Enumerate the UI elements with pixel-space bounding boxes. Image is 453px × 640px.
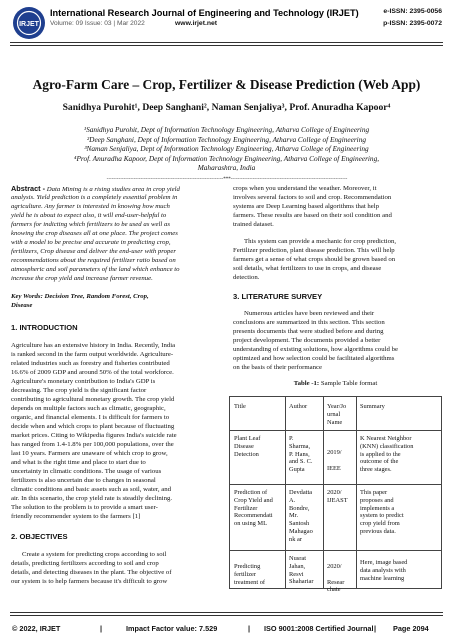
table-cell: proposes and [360,496,394,504]
body-text-line: understanding of existing solutions, how algorithms could be [233,346,398,353]
keywords-text: Decision Tree, Random Forest, Crop, [44,293,149,300]
table-cell: previous data. [360,528,396,535]
body-text-line: crops when you understand the weather. Moreover, it [233,185,377,192]
table-header-cell: Summary [360,403,385,410]
abstract-line: knowing the crop diseases all at one place. The project comes [11,230,178,237]
table-cell: chate [327,586,341,594]
body-text-line: last 10 years. Farmers are unaware of which crop to grow, [11,450,168,457]
table-caption-label: Table -1: [293,380,320,387]
header-rule [10,42,443,43]
abstract-line: atmospheric and soil parameters of the land which enhance to [11,266,180,273]
table-cell: K Nearest Neighbor [360,435,412,442]
body-text-line: market prices. Citing to Wikipedia figures India's suicide rate [11,432,177,439]
table-header-cell: Title [234,403,246,410]
journal-header [12,6,442,40]
body-text-line: has ranged from 1.4-1.8% per 100,000 populations, over the [11,441,174,448]
logo-text: IRJET [19,21,39,28]
body-text-line: climatic conditions and basic assets such as soil, water, and [11,486,172,493]
table-cell: Nusrat [289,555,307,562]
abstract-line: increase the crop yield and increase farmer revenue. [11,275,153,282]
objectives-heading: 2. OBJECTIVES [11,532,68,541]
table-cell: Santosh [289,520,310,528]
footer-page-number: Page 2094 [393,624,429,633]
affiliation-4: ⁴Prof. Anuradha Kapoor, Dept of Information Technology Engineering, Atharva College of Engineering, [73,153,380,163]
table-cell: This paper [360,489,388,496]
abstract-line: fertilizers, Crop disease and deliver the end-user with proper [11,248,177,255]
table-cell: IEEE [327,464,341,472]
keywords-label: Key Words: [11,293,43,300]
body-text-line: 16.6% of 2009 GDP and around 50% of the total workforce. [11,369,174,376]
table-cell: nk ar [289,535,302,543]
author-list: Sanidhya Purohit¹, Deep Sanghani², Naman Senjaliya³, Prof. Anuradha Kapoor⁴ [62,102,391,113]
body-text-line: air. In this scenario, the crop yield rate is steadily declining. [11,495,173,502]
body-text-line: is ranked second in the farm output worldwide. Agriculture- [11,351,174,358]
table-cell: Prediction of [234,489,268,496]
table-cell: crop yield from [360,520,400,528]
abstract-line: recommendations about the required fertilizer ratio based on [11,257,176,264]
table-cell: Jahan, [289,562,306,570]
table-header-cell: Name [327,418,343,426]
body-text-line: farmers. These results are based on their soil condition and [233,212,392,219]
table-cell: Detection [234,450,259,458]
table-cell: Gupta [289,466,305,474]
body-text-line: The solution to the problem is to provide a smart user- [11,504,158,511]
table-cell: 2019/ [327,449,342,456]
table-cell: implements a [360,504,395,512]
body-text-line: Agriculture has an extensive history in India. Recently, India [11,342,176,349]
footer-divider: | [248,624,251,633]
table-cell: Plant Leaf [234,435,261,442]
body-text-line: on the basis of their performance [233,364,323,371]
body-text-line: details, and detecting diseases in the plant. The objective of [11,569,172,576]
body-text-line: Numerous articles have been reviewed and their [244,310,375,317]
table-cell: three stages. [360,466,392,474]
body-text-line: related industries such as forestry and fisheries contributed [11,360,170,367]
table-cell: Bondre, [289,504,310,512]
abstract-line: yield he is about to expect also, it will end-user-helpful to [11,212,167,219]
footer-rule-thick [10,615,443,616]
keywords-line [11,293,149,301]
table-cell: machine learning [360,574,405,582]
table-cell: data analysis with [360,566,406,574]
abstract-line: farmers for indicting which fertilizers to be used as well as [11,221,170,228]
body-text-line: Create a system for predicting crops according to soil [22,551,167,558]
table-divider [356,397,357,588]
abstract-line: with a model to be precise and accurate in predicting crop, [11,239,171,246]
table-cell: treatment of [234,578,266,586]
body-text-line: detection. [233,274,260,281]
table-header-cell: Year/Jo [327,403,347,410]
eissn: e-ISSN: 2395-0056 [383,8,442,15]
body-text-line: details, predicting fertilizers according to soil and crop [11,560,159,567]
section-separator: ---------------------------------------------------------------------***--------------------------------------------------------------------- [106,176,348,182]
table-cell: 2020/ [327,489,342,496]
body-text-line: optimized and how selection could be facilitated algorithms [233,355,395,362]
keywords-line-2: Disease [11,302,33,309]
footer-iso: ISO 9001:2008 Certified Journal [264,624,374,633]
table-cell: IJEAST [327,496,348,504]
table-cell: and S. C. [289,458,313,466]
affiliation-1: ¹Sanidhya Purohit, Dept of Information Technology Engineering, Atharva College of Engineering [83,125,370,134]
table-cell: Resvi [289,570,304,578]
table-cell: on using ML [234,520,268,528]
intro-heading: 1. INTRODUCTION [11,323,78,332]
table-cell: Sharma, [289,442,311,450]
volume-info: Volume: 09 Issue: 03 | Mar 2022 [50,20,145,27]
affiliation-5: Maharashtra, India [197,163,256,172]
table-divider [230,430,441,431]
irjet-logo [12,6,46,40]
abstract-first-line [11,185,180,194]
table-caption-text: Sample Table format [319,380,378,387]
body-text-line: Agriculture's monetary contribution to India's GDP is [11,378,156,385]
table-cell: P. [289,435,294,442]
body-text-line: our system is to help farmers because it's difficult to grow [11,578,168,585]
table-cell: Crop Yield and [234,496,273,504]
table-cell: 2020/ [327,563,342,570]
table-cell: (KNN) classification [360,442,414,450]
body-text-line: involves several factors to soil and crop. Recommendation [233,194,392,201]
header-rule-thin [10,45,443,46]
table-cell: Here, image based [360,559,408,566]
footer-impact-factor: Impact Factor value: 7.529 [126,624,218,633]
table-cell: Predicting [234,563,261,570]
literature-heading: 3. LITERATURE SURVEY [233,292,323,301]
table-cell: Recommendati [234,512,273,520]
body-text-line: fertilizers is also uncertain due to changes in seasonal [11,477,156,484]
table-cell: fertilizer [234,570,256,578]
paper-title: Agro-Farm Care – Crop, Fertilizer & Disease Prediction (Web App) [32,77,421,92]
table-cell: P. Hans, [289,450,310,458]
footer-divider: | [100,624,103,633]
affiliation-2: ²Deep Sanghani, Dept of Information Technology Engineering, Atharva College of Engineering [86,134,367,144]
table-cell: system to predict [360,512,404,520]
pissn: p-ISSN: 2395-0072 [383,20,442,27]
table-cell: Mahagao [289,528,313,535]
table-cell: outcome of the [360,458,399,466]
body-text-line: trained dataset. [233,221,274,228]
table-cell: Mr. [289,512,299,520]
abstract-label: Abstract - [11,184,46,193]
body-text-line: farmers get a sense of what crops should be grown based on [233,256,396,263]
journal-title: International Research Journal of Engineering and Technology (IRJET) [50,8,359,18]
table-header-cell: Author [289,403,308,410]
footer-rule [10,612,443,613]
body-text-line: Fertilizer prediction, plant disease prediction. This will help [233,247,395,254]
body-text-line: decide when and which crops to plant because of fluctuating [11,423,175,430]
table-divider [285,397,286,588]
table-cell: Disease [234,442,254,450]
table-divider [323,397,324,588]
abstract-line: analysis. Yield prediction is a completely essential problem in [11,194,178,201]
abstract-text: Data Mining is a rising studies area in crop yield [46,186,180,193]
body-text-line: contributing to agricultural monetary growth. The crop yield [11,396,175,403]
table-caption [229,380,442,388]
body-text-line: This system can provide a mechanic for crop prediction, [244,238,397,245]
footer-divider: | [374,624,377,633]
footer-copyright: © 2022, IRJET [12,624,61,633]
body-text-line: project development. The documents provided a better [233,337,381,344]
table-divider [230,550,441,551]
table-cell: Shahariar [289,578,314,586]
table-cell: Fertilizer [234,504,258,512]
body-text-line: depends on multiple factors such as climatic, geographic, [11,405,166,412]
table-cell: is applied to the [360,450,401,458]
body-text-line: decreasing. The crop yield is the significant factor [11,387,147,394]
body-text-line: conclusions are summarized in this section. This section [233,319,385,326]
body-text-line: friendly recommender system to the farmers [1] [11,513,141,520]
journal-website-link[interactable]: www.irjet.net [175,20,218,27]
table-cell: A. [289,496,296,504]
body-text-line: organic, and financial elements. I is difficult for farmers to [11,414,170,421]
body-text-line: and what is the right time and place to start due to [11,459,146,466]
body-text-line: uncertainty in climatic conditions. The usage of various [11,468,162,475]
body-text-line: soil details, what fertilizers to use in crops, and disease [233,265,382,272]
body-text-line: systems are Deep Learning based algorithms that help [233,203,380,210]
table-divider [230,484,441,485]
affiliation-3: ³Naman Senjaliya, Dept of Information Technology Engineering, Atharva College of Engineering [84,144,369,153]
table-cell: Devdatta [289,489,313,496]
literature-table [229,396,442,594]
table-cell: Resear [327,578,345,586]
abstract-line: agriculture. Any farmer is interested in knowing how much [11,203,170,210]
table-header-cell: urnal [327,410,341,418]
body-text-line: presents documents that were studied before and during [233,328,384,335]
